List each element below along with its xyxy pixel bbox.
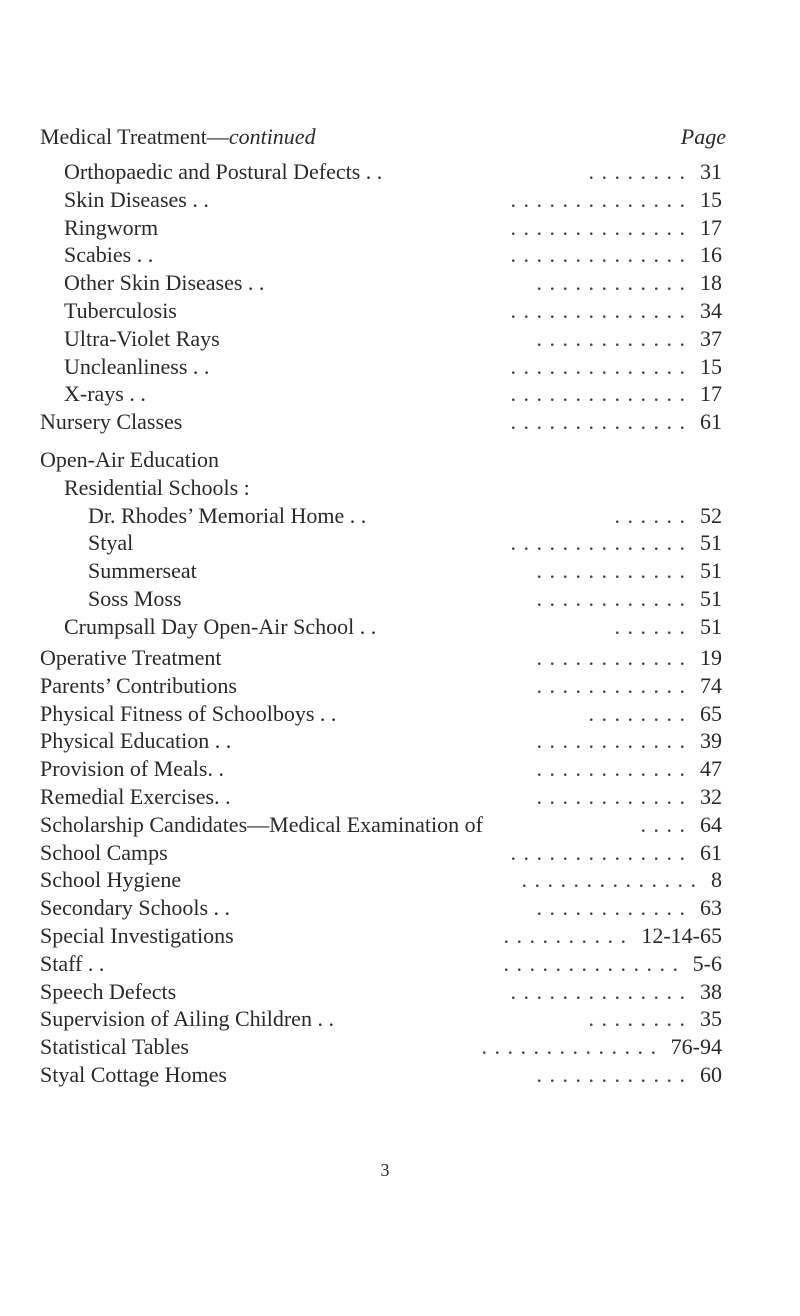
dot-leader: . . . . . . . . [588, 700, 686, 726]
entry-page-number: 5-6 [687, 950, 722, 978]
entry-label: Soss Moss [88, 585, 182, 611]
page-column-label: Page [680, 124, 726, 149]
entry-page-number: 12-14-65 [635, 922, 722, 950]
dot-leader: . . . . . . . . . . . . [536, 672, 686, 698]
entry-label: Scabies . . [64, 242, 154, 268]
entry-label: Ringworm [64, 214, 159, 240]
entry-label: School Hygiene [40, 867, 182, 893]
entry-label: Dr. Rhodes’ Memorial Home . . [88, 502, 367, 528]
entry-page-number: 74 [694, 672, 722, 700]
dot-leader: . . . . . . . . . . [503, 922, 627, 948]
entry-label: Statistical Tables [40, 1034, 189, 1060]
index-entry [40, 922, 722, 950]
dot-leader: . . . . . . . . . . . . . . [510, 186, 686, 212]
entry-page-number: 51 [694, 557, 722, 585]
dot-leader: . . . . . . . . . . . . . . [510, 242, 686, 268]
entry-label: Operative Treatment [40, 645, 222, 670]
index-entry [40, 894, 722, 922]
dot-leader: . . . . . . . . . . . . . . [510, 530, 686, 556]
entry-page-number: 17 [694, 214, 722, 242]
entry-page-number: 15 [694, 186, 722, 214]
index-entry [40, 557, 722, 585]
dot-leader: . . . . . . . . [588, 1006, 686, 1032]
entry-label: Remedial Exercises. . [40, 783, 231, 809]
index-entry [40, 241, 722, 269]
dot-leader: . . . . . . . . . . . . [536, 585, 686, 611]
dot-leader: . . . . . . [614, 613, 686, 639]
index-entry [40, 474, 722, 502]
index-entry [40, 839, 722, 867]
section-title [40, 124, 316, 150]
index-entry [40, 755, 722, 783]
entry-page-number: 47 [694, 755, 722, 783]
entry-label: Styal [88, 530, 134, 556]
dot-leader: . . . . . . . . . . . . . . [510, 839, 686, 865]
index-entry [40, 186, 722, 214]
entry-page-number: 39 [694, 727, 722, 755]
entry-label: Crumpsall Day Open-Air School . . [64, 613, 377, 639]
dot-leader: . . . . . . . . . . . . . . [510, 409, 686, 435]
dot-leader: . . . . . . . . . . . . [536, 783, 686, 809]
entry-label: Speech Defects [40, 978, 177, 1004]
index-entry [40, 1005, 722, 1033]
entry-page-number: 64 [694, 811, 722, 839]
entry-page-number: 76-94 [665, 1033, 722, 1061]
entry-page-number: 17 [694, 380, 722, 408]
index-entry [40, 408, 722, 436]
entry-page-number: 15 [694, 353, 722, 381]
index-entry [40, 380, 722, 408]
index-entry [40, 700, 722, 728]
dot-leader: . . . . . . . . . . . . [536, 270, 686, 296]
entry-label: School Camps [40, 839, 168, 865]
index-entry [40, 502, 722, 530]
entry-label: Skin Diseases . . [64, 186, 209, 212]
entry-page-number: 61 [694, 839, 722, 867]
entry-label: Staff . . [40, 950, 105, 976]
index-group-medical-treatment [40, 158, 722, 436]
dot-leader: . . . . [640, 811, 686, 837]
entry-label: Special Investigations [40, 922, 234, 948]
index-entry [40, 446, 722, 474]
index-entry [40, 529, 722, 557]
entry-page-number: 61 [694, 408, 722, 436]
index-entry [40, 585, 722, 613]
index-entry [40, 672, 722, 700]
entry-page-number: 34 [694, 297, 722, 325]
entry-label: Supervision of Ailing Children . . [40, 1006, 334, 1032]
dot-leader: . . . . . . . . . . . . [536, 1061, 686, 1087]
entry-page-number: 35 [694, 1005, 722, 1033]
dot-leader: . . . . . . . . . . . . . . [510, 978, 686, 1004]
index-entry [40, 727, 722, 755]
dot-leader: . . . . . . [614, 502, 686, 528]
entry-label: Ultra-Violet Rays [64, 325, 220, 351]
index-entry [40, 1061, 722, 1089]
entry-label: Nursery Classes [40, 409, 183, 435]
entry-label: Orthopaedic and Postural Defects . . [64, 159, 383, 184]
dot-leader: . . . . . . . . . . . . [536, 558, 686, 584]
dot-leader: . . . . . . . . . . . . . . [510, 381, 686, 407]
entry-page-number: 16 [694, 241, 722, 269]
entry-page-number: 60 [694, 1061, 722, 1089]
page-number: 3 [380, 1160, 390, 1180]
index-entry [40, 978, 722, 1006]
dot-leader: . . . . . . . . . . . . . . [510, 353, 686, 379]
dot-leader: . . . . . . . . . . . . . . [521, 867, 697, 893]
entry-page-number: 51 [694, 585, 722, 613]
index-entry [40, 950, 722, 978]
header-dash: — [206, 124, 229, 149]
dot-leader: . . . . . . . . . . . . [536, 756, 686, 782]
dot-leader: . . . . . . . . . . . . . . [510, 297, 686, 323]
entry-page-number: 51 [694, 529, 722, 557]
entry-page-number: 65 [694, 700, 722, 728]
index-entry [40, 783, 722, 811]
index-group-open-air-education [40, 446, 722, 641]
index-entry [40, 269, 722, 297]
index-entry [40, 297, 722, 325]
entry-page-number: 31 [694, 158, 722, 186]
entry-label: Other Skin Diseases . . [64, 270, 265, 296]
continued-label: continued [228, 124, 316, 149]
entry-page-number: 52 [694, 502, 722, 530]
entry-label: Secondary Schools . . [40, 895, 231, 921]
entry-page-number: 32 [694, 783, 722, 811]
index-entry [40, 214, 722, 242]
dot-leader: . . . . . . . . . . . . [536, 325, 686, 351]
dot-leader: . . . . . . . . . . . . [536, 645, 686, 670]
entry-page-number: 19 [694, 644, 722, 672]
index-entry [40, 353, 722, 381]
dot-leader: . . . . . . . . [588, 159, 686, 184]
entry-label: Physical Education . . [40, 728, 232, 754]
running-header [40, 124, 726, 154]
index-entry [40, 811, 722, 839]
dot-leader: . . . . . . . . . . . . . . [510, 214, 686, 240]
entry-label: Summerseat [88, 558, 197, 584]
index-entry [40, 1033, 722, 1061]
index-entry [40, 325, 722, 353]
index-entry [40, 158, 722, 186]
section-name: Medical Treatment [40, 124, 207, 149]
entry-label: Physical Fitness of Schoolboys . . [40, 700, 337, 726]
dot-leader: . . . . . . . . . . . . . . [481, 1034, 657, 1060]
entry-label: Open-Air Education [40, 447, 219, 472]
index-group-operative-to-styal [40, 644, 722, 1089]
entry-page-number: 63 [694, 894, 722, 922]
index-entry [40, 866, 722, 894]
dot-leader: . . . . . . . . . . . . [536, 728, 686, 754]
entry-label: Provision of Meals. . [40, 756, 224, 782]
index-entry [40, 644, 722, 672]
entry-label: X-rays . . [64, 381, 146, 407]
dot-leader: . . . . . . . . . . . . [536, 895, 686, 921]
entry-label: Residential Schools : [64, 474, 250, 500]
entry-page-number: 38 [694, 978, 722, 1006]
entry-label: Tuberculosis [64, 297, 177, 323]
entry-label: Parents’ Contributions [40, 672, 237, 698]
entry-label: Scholarship Candidates—Medical Examination of [40, 811, 483, 837]
entry-page-number: 8 [705, 866, 722, 894]
entry-page-number: 18 [694, 269, 722, 297]
dot-leader: . . . . . . . . . . . . . . [503, 950, 679, 976]
entry-label: Uncleanliness . . [64, 353, 210, 379]
entry-page-number: 37 [694, 325, 722, 353]
index-entry [40, 613, 722, 641]
entry-label: Styal Cottage Homes [40, 1061, 227, 1087]
entry-page-number: 51 [694, 613, 722, 641]
